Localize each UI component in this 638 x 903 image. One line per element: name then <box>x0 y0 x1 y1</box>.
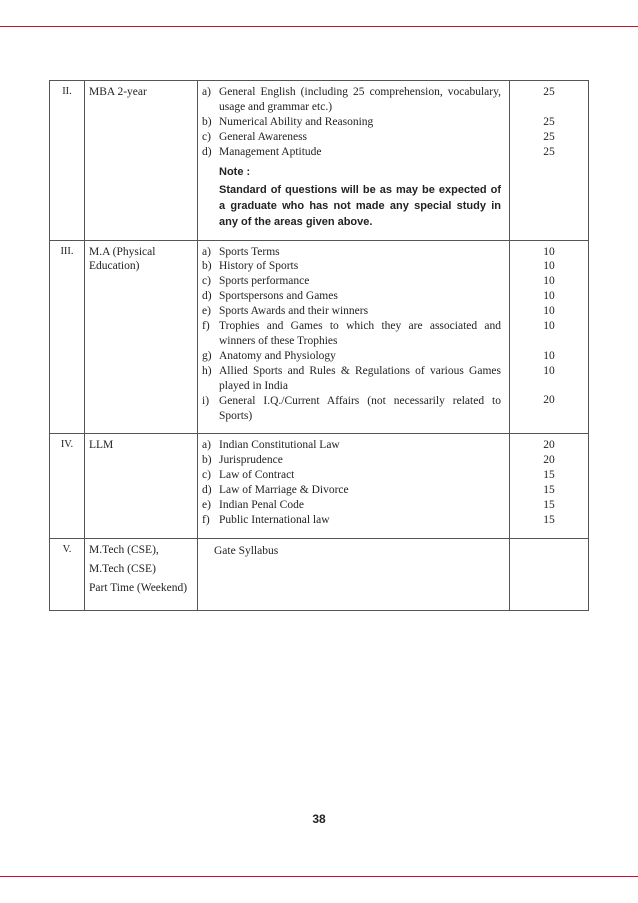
marks-value: 10 <box>543 364 555 377</box>
list-item: a) Sports Terms <box>202 245 280 258</box>
list-item: a) Indian Constitutional Law <box>202 439 340 452</box>
course-line: Part Time (Weekend) <box>89 581 188 594</box>
course-name: LLM <box>85 434 198 538</box>
marks-value: 10 <box>543 319 555 332</box>
list-item: g) Anatomy and Physiology <box>202 349 336 362</box>
marks-value: 10 <box>543 245 555 258</box>
table-row <box>50 81 589 241</box>
marks-value: 25 <box>543 130 555 143</box>
list-item: d) Law of Marriage & Divorce <box>202 484 349 497</box>
course-line: M.Tech (CSE) <box>89 562 156 575</box>
marks-value: 15 <box>543 498 555 511</box>
list-item: b) History of Sports <box>202 260 299 273</box>
marks-value: 25 <box>543 145 555 158</box>
list-item: f) Trophies and Games to which they are associated and winners of these Trophies <box>202 320 501 347</box>
marks-column <box>510 434 589 538</box>
list-item: c) Sports performance <box>202 275 310 288</box>
list-item: d) Management Aptitude <box>202 145 322 158</box>
list-item: b) Numerical Ability and Reasoning <box>202 115 374 128</box>
note-heading: Note : <box>219 165 251 178</box>
marks-value: 20 <box>543 454 555 467</box>
marks-value: 15 <box>543 469 555 482</box>
course-name: MBA 2-year <box>85 81 198 241</box>
marks-value: 25 <box>543 115 555 128</box>
course-line: M.Tech (CSE), <box>89 543 159 556</box>
note-block <box>219 164 505 230</box>
marks-value <box>514 379 584 394</box>
marks-value: 15 <box>543 484 555 497</box>
list-item: c) Law of Contract <box>202 469 295 482</box>
list-item: a) General English (including 25 comprehension, vocabulary, usage and grammar etc.) <box>202 86 501 113</box>
list-item: e) Sports Awards and their winners <box>202 305 369 318</box>
table-row <box>50 434 589 538</box>
list-item: d) Sportspersons and Games <box>202 290 338 303</box>
marks-value: 10 <box>543 305 555 318</box>
row-number: V. <box>50 538 85 610</box>
marks-value <box>514 100 584 115</box>
subject-list <box>198 240 510 434</box>
page-number: 38 <box>312 812 326 826</box>
row-number: IV. <box>50 434 85 538</box>
footer-rule <box>0 876 638 877</box>
list-item: f) Public International law <box>202 513 330 526</box>
list-item: h) Allied Sports and Rules & Regulations of various Games played in India <box>202 364 501 392</box>
marks-value: 15 <box>543 513 555 526</box>
list-item: e) Indian Penal Code <box>202 499 304 512</box>
list-item: i) General I.Q./Current Affairs (not necessarily related to Sports) <box>202 394 501 422</box>
marks-value: 20 <box>543 439 555 452</box>
subject-list <box>198 538 510 610</box>
course-name <box>85 538 198 610</box>
subject-list <box>198 434 510 538</box>
header-rule <box>0 26 638 27</box>
course-name: M.A (Physical Education) <box>85 240 198 434</box>
gate-syllabus-text: Gate Syllabus <box>214 544 279 557</box>
marks-value: 20 <box>543 394 555 407</box>
row-number: II. <box>50 81 85 241</box>
marks-value <box>514 334 584 349</box>
list-item: b) Jurisprudence <box>202 454 283 467</box>
marks-value: 10 <box>543 275 555 288</box>
marks-value: 10 <box>543 290 555 303</box>
table-row <box>50 240 589 434</box>
note-text: Standard of questions will be as may be expected of a graduate who has not made any special study in any of the areas given above. <box>219 183 501 228</box>
marks-column <box>510 81 589 241</box>
table-row <box>50 538 589 610</box>
list-item: c) General Awareness <box>202 130 308 143</box>
subject-list <box>198 81 510 241</box>
marks-value: 10 <box>543 349 555 362</box>
marks-column <box>510 538 589 610</box>
marks-value: 25 <box>543 86 555 98</box>
marks-column <box>510 240 589 434</box>
row-number: III. <box>50 240 85 434</box>
marks-value: 10 <box>543 260 555 273</box>
syllabus-table <box>49 80 589 611</box>
